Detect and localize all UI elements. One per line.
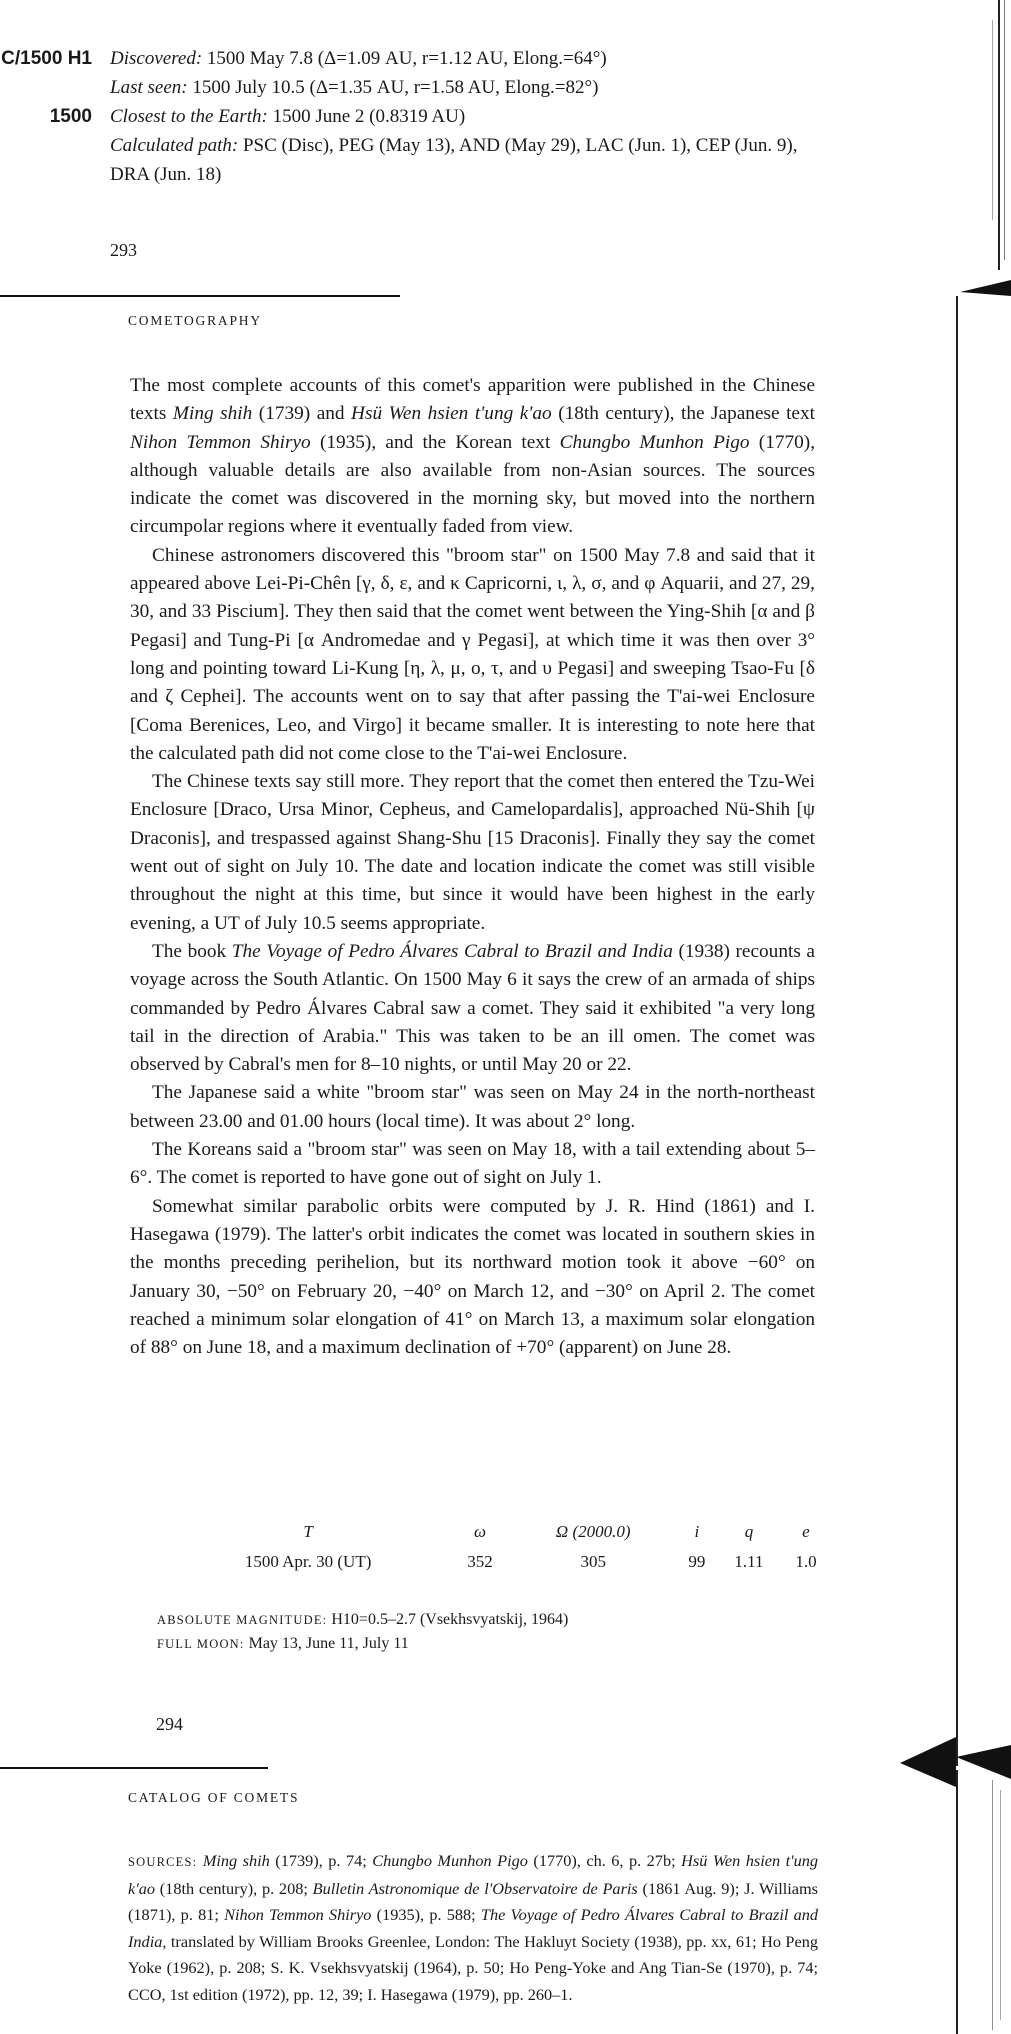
- comet-header-details: [110, 44, 800, 189]
- paragraph-7: Somewhat similar parabolic orbits were computed by J. R. Hind (1861) and I. Hasegawa (1979). The latter's orbit indicates the comet was located in southern skies in the months preceding perihelion, but its northward motion took it above −60° on January 30, −50° on February 20, −40° on March 12, and −30° on April 2. The comet reached a minimum solar elongation of 41° on March 13, a maximum solar elongation of 88° on June 18, and a maximum declination of +70° (apparent) on June 28.: [130, 1195, 815, 1359]
- col-e: e: [802, 1522, 810, 1541]
- page-break-rule-left: [0, 295, 400, 297]
- paragraph-6: The Koreans said a "broom star" was seen on May 18, with a tail extending about 5–6°. The comet is reported to have gone out of sight on July 1.: [130, 1139, 815, 1189]
- path-line: Calculated path: PSC (Disc), PEG (May 13), AND (May 29), LAC (Jun. 1), CEP (Jun. 9), DRA (Jun. 18): [110, 135, 798, 185]
- sources-block: SOURCES: Ming shih (1739), p. 74; Chungbo Munhon Pigo (1770), ch. 6, p. 27b; Hsü Wen hsien t'ung k'ao (18th century), p. 208; Bulletin Astronomique de l'Observatoire de Paris (1861 Aug. 9); J. Williams (1871), p. 81; Nihon Temmon Shiryo (1935), p. 588; The Voyage of Pedro Álvares Cabral to Brazil and India, translated by William Brooks Greenlee, London: The Hakluyt Society (1938), pp. xx, 61; Ho Peng Yoke (1962), p. 208; S. K. Vsekhsvyatskij (1964), p. 50; Ho Peng-Yoke and Ang Tian-Se (1970), p. 74; CCO, 1st edition (1972), pp. 12, 39; I. Hasegawa (1979), pp. 260–1.: [128, 1851, 819, 2004]
- cell-T: 1500 Apr. 30 (UT): [244, 1552, 372, 1571]
- page-break-rule-left-2: [0, 1767, 268, 1769]
- page-number-293: 293: [110, 240, 137, 260]
- cell-node: 305: [580, 1552, 606, 1571]
- comet-designations: [0, 44, 92, 131]
- col-omega: ω: [474, 1522, 487, 1541]
- col-inclination: i: [694, 1522, 700, 1541]
- running-head-cometography: COMETOGRAPHY: [128, 313, 262, 328]
- paragraph-2: Chinese astronomers discovered this "broom star" on 1500 May 7.8 and said that it appeared above Lei-Pi-Chên [γ, δ, ε, and κ Capricorni, ι, λ, σ, and φ Aquarii, and 27, 29, 30, and 33 Piscium]. They then said that the comet went between the Ying-Shih [α and β Pegasi] and Tung-Pi [α Andromedae and γ Pegasi], at which time it was then over 3° long and pointing toward Li-Kung [η, λ, μ, ο, τ, and υ Pegasi] and sweeping Tsao-Fu [δ and ζ Cephei]. The accounts went on to say that after passing the T'ai-wei Enclosure [Coma Berenices, Leo, and Virgo] it became smaller. It is interesting to note here that the calculated path did not come close to the T'ai-wei Enclosure.: [130, 544, 815, 764]
- table-header-row: [165, 1522, 830, 1552]
- col-q: q: [744, 1522, 754, 1541]
- cell-omega: 352: [467, 1552, 493, 1571]
- col-T: T: [303, 1522, 313, 1541]
- full-moon-line: FULL MOON: May 13, June 11, July 11: [157, 1635, 409, 1652]
- designation-primary: C/1500 H1: [1, 48, 92, 69]
- absolute-magnitude-line: ABSOLUTE MAGNITUDE: H10=0.5–2.7 (Vsekhsvyatskij, 1964): [157, 1611, 569, 1628]
- page-corner-shadow-top: [880, 262, 1011, 302]
- paragraph-1: The most complete accounts of this comet's apparition were published in the Chinese texts Ming shih (1739) and Hsü Wen hsien t'ung k'ao (18th century), the Japanese text Nihon Temmon Shiryo (1935), and the Korean text Chungbo Munhon Pigo (1770), although valuable details are also available from non-Asian sources. The sources indicate the comet was discovered in the morning sky, but moved into the northern circumpolar regions where it eventually faded from view.: [130, 375, 816, 538]
- cell-inclination: 99: [688, 1552, 706, 1571]
- body-text: [130, 372, 815, 1362]
- sources-label: SOURCES:: [128, 1855, 198, 1869]
- page-number-294: 294: [156, 1714, 183, 1734]
- cell-q: 1.11: [734, 1552, 764, 1571]
- discovered-line: Discovered: 1500 May 7.8 (Δ=1.09 AU, r=1.12 AU, Elong.=64°): [110, 48, 607, 69]
- paragraph-3: The Chinese texts say still more. They report that the comet then entered the Tzu-Wei Enclosure [Draco, Ursa Minor, Cepheus, and Camelopardalis], approached Nü-Shih [ψ Draconis], and trespassed against Shang-Shu [15 Draconis]. Finally they say the comet went out of sight on July 10. The date and location indicate the comet was still visible throughout the night at this time, but since it would have been highest in the early evening, a UT of July 10.5 seems appropriate.: [130, 771, 815, 934]
- closest-line: Closest to the Earth: 1500 June 2 (0.8319 AU): [110, 106, 466, 127]
- paragraph-5: The Japanese said a white "broom star" was seen on May 24 in the north-northeast between 23.00 and 01.00 hours (local time). It was about 2° long.: [130, 1082, 815, 1132]
- col-node: Ω (2000.0): [555, 1522, 631, 1541]
- table-row: [165, 1552, 830, 1572]
- magnitude-block: [157, 1608, 568, 1656]
- paragraph-4: The book The Voyage of Pedro Álvares Cabral to Brazil and India (1938) recounts a voyage across the South Atlantic. On 1500 May 6 it says the crew of an armada of ships commanded by Pedro Álvares Cabral saw a comet. They said it exhibited "a very long tail in the direction of Arabia." This was taken to be an ill omen. The comet was observed by Cabral's men for 8–10 nights, or until May 20 or 22.: [130, 940, 815, 1076]
- designation-blank: [0, 73, 92, 102]
- designation-year: 1500: [49, 106, 92, 127]
- lastseen-line: Last seen: 1500 July 10.5 (Δ=1.35 AU, r=1.58 AU, Elong.=82°): [110, 77, 599, 98]
- orbital-elements-table: [165, 1522, 830, 1572]
- page-corner-shadow-bottom: [880, 1735, 1011, 1790]
- cell-e: 1.0: [795, 1552, 817, 1571]
- running-head-catalog: CATALOG OF COMETS: [128, 1790, 300, 1805]
- page-spine-edge: [880, 0, 1011, 2034]
